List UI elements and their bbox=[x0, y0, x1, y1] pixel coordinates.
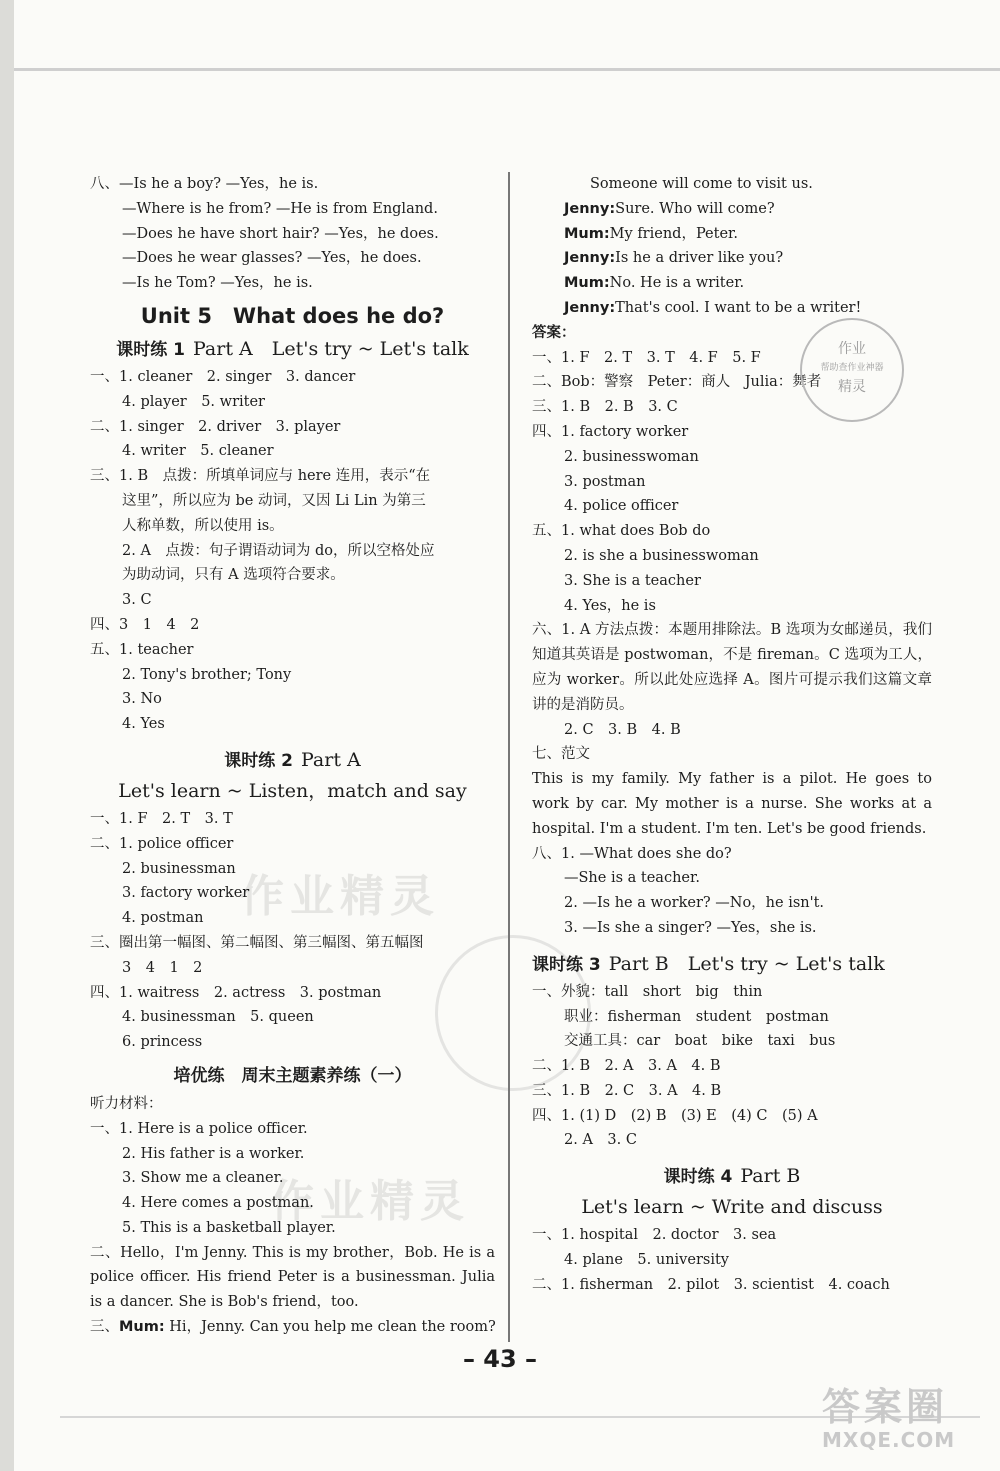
answer-line: 2. Tony's brother; Tony bbox=[122, 666, 292, 683]
lesson3-title: Part B Let's try ~ Let's talk bbox=[608, 952, 885, 975]
dialogue-start bbox=[90, 1315, 495, 1340]
answer-line: 2. is she a businesswoman bbox=[564, 547, 759, 564]
listening-passage: 二、Hello，I'm Jenny. This is my brother，Bob. He is a police officer. His friend Peter is a businessman. Julia is a dancer. She is Bob's friend，too. bbox=[90, 1244, 495, 1311]
lesson2-title: Part A bbox=[301, 748, 361, 771]
answer-line: 二、Bob：警察 Peter：商人 Julia：舞者 bbox=[532, 374, 822, 391]
stamp-line1: 作业 bbox=[838, 341, 866, 357]
answer-line: 一、1. F 2. T 3. T 4. F 5. F bbox=[532, 349, 761, 366]
watermark-top: 作业精灵 bbox=[240, 871, 440, 922]
dialogue-line bbox=[532, 222, 932, 247]
dialogue-text: Someone will come to visit us. bbox=[590, 176, 813, 192]
answers-label: 答案： bbox=[532, 324, 576, 341]
speaker: Jenny: bbox=[564, 200, 616, 217]
essay-label: 七、范文 bbox=[532, 746, 590, 763]
q3-prefix: 三、 bbox=[90, 1319, 119, 1336]
answer-line: —She is a teacher. bbox=[564, 870, 700, 887]
answer-line: 三、圈出第一幅图、第二幅图、第三幅图、第五幅图 bbox=[90, 934, 424, 951]
listening-label: 听力材料： bbox=[90, 1095, 163, 1112]
answer-line: 一、外貌：tall short big thin bbox=[532, 983, 763, 1000]
answer-line: 人称单数，所以使用 is。 bbox=[122, 517, 284, 534]
answer-line: 二、1. police officer bbox=[90, 835, 234, 852]
speaker: Jenny: bbox=[564, 250, 616, 267]
stamp-line2: 帮助查作业神器 bbox=[820, 363, 884, 373]
answer-line: 4. plane 5. university bbox=[564, 1252, 729, 1269]
answer-line: 这里”，所以应为 be 动词，又因 Li Lin 为第三 bbox=[122, 492, 426, 509]
lesson3-heading bbox=[532, 949, 932, 980]
site-watermark-title: 答案圈 bbox=[822, 1385, 949, 1429]
answer-line: 五、1. teacher bbox=[90, 641, 194, 658]
answer-line: 五、1. what does Bob do bbox=[532, 523, 711, 540]
answer-line: 四、1. (1) D (2) B (3) E (4) C (5) A bbox=[532, 1107, 818, 1124]
answer-line: 3. postman bbox=[564, 473, 646, 490]
answer-line: 3. —Is she a singer? —Yes，she is. bbox=[564, 919, 817, 936]
lesson4-subtitle: Let's learn ~ Write and discuss bbox=[581, 1196, 883, 1219]
dialogue-line bbox=[532, 197, 932, 222]
answer-line: 2. —Is he a worker? —No，he isn't. bbox=[564, 895, 825, 912]
answer-line: 5. This is a basketball player. bbox=[122, 1219, 336, 1236]
answer-line: 四、1. factory worker bbox=[532, 423, 689, 440]
speaker: Mum: bbox=[564, 225, 610, 242]
dialogue-line bbox=[532, 296, 932, 321]
watermark-bottom: 作业精灵 bbox=[270, 1176, 470, 1227]
lesson1-label: 课时练 1 bbox=[116, 339, 185, 360]
speaker: Mum: bbox=[564, 275, 610, 292]
answer-line: 3. Show me a cleaner. bbox=[122, 1170, 284, 1187]
lesson4-title: Part B bbox=[740, 1165, 801, 1188]
q6-explanation: 六、1. A 方法点拨：本题用排除法。B 选项为女邮递员，我们知道其英语是 postwoman，不是 fireman。C 选项为工人，应为 worker。所以此处应选择 A。图片可提示我们这篇文章讲的是消防员。 bbox=[532, 622, 932, 713]
answer-line: 4. Yes bbox=[122, 716, 165, 733]
model-essay: This is my family. My father is a pilot. He goes to work by car. My mother is a nurse. She works at a hospital. I'm a student. I'm ten. Let's be good friends. bbox=[532, 771, 932, 837]
answer-line: 3 4 1 2 bbox=[122, 959, 203, 976]
answer-line: 2. A 点拨：句子谓语动词为 do，所以空格处应 bbox=[122, 542, 435, 559]
answer-line: 三、1. B 2. C 3. A 4. B bbox=[532, 1082, 722, 1099]
stamp-line3: 精灵 bbox=[838, 379, 866, 395]
answer-line: 2. A 3. C bbox=[564, 1132, 637, 1149]
answer-line: 职业：fisherman student postman bbox=[564, 1008, 829, 1025]
answer-line: 4. businessman 5. queen bbox=[122, 1009, 314, 1026]
column-divider bbox=[508, 172, 510, 1342]
answer-line: 4. player 5. writer bbox=[122, 393, 265, 410]
left-q8-line: —Where is he from? —He is from England. bbox=[122, 200, 438, 217]
lesson1-title: Part A Let's try ~ Let's talk bbox=[192, 337, 469, 360]
answer-line: 四、3 1 4 2 bbox=[90, 616, 200, 633]
answer-line: 一、1. F 2. T 3. T bbox=[90, 810, 233, 827]
answer-line: 三、1. B 2. B 3. C bbox=[532, 399, 678, 416]
answer-line: 4. Here comes a postman. bbox=[122, 1195, 314, 1212]
top-rule bbox=[14, 68, 1000, 71]
site-watermark-url: MXQE.COM bbox=[822, 1428, 956, 1452]
answer-line: 一、1. hospital 2. doctor 3. sea bbox=[532, 1227, 777, 1244]
dialogue-text: Hi，Jenny. Can you help me clean the room? bbox=[164, 1319, 496, 1336]
lesson2-heading bbox=[90, 745, 495, 776]
answer-line: 2. His father is a worker. bbox=[122, 1145, 305, 1162]
answer-line: 2. C 3. B 4. B bbox=[564, 721, 681, 738]
answer-line: 4. writer 5. cleaner bbox=[122, 443, 274, 460]
weekend-title: 培优练 周末主题素养练（一） bbox=[173, 1065, 412, 1086]
dialogue-text: Sure. Who will come? bbox=[615, 200, 775, 217]
speaker: Jenny: bbox=[564, 299, 616, 316]
answer-line: 3. factory worker bbox=[122, 885, 250, 902]
speaker-mum: Mum: bbox=[119, 1319, 165, 1336]
dialogue-line bbox=[532, 246, 932, 271]
lesson4-heading bbox=[532, 1161, 932, 1192]
dialogue-text: Is he a driver like you? bbox=[615, 250, 784, 267]
dialogue-text: That's cool. I want to be a writer! bbox=[615, 299, 862, 316]
lesson4-label: 课时练 4 bbox=[663, 1167, 733, 1188]
dialogue-line bbox=[532, 172, 932, 197]
lesson2-subtitle: Let's learn ~ Listen，match and say bbox=[118, 779, 467, 802]
answer-line: 2. businesswoman bbox=[564, 448, 699, 465]
site-watermark bbox=[822, 1385, 955, 1451]
answer-line: 2. businessman bbox=[122, 860, 236, 877]
answer-line: 4. police officer bbox=[564, 498, 679, 515]
left-column bbox=[90, 172, 495, 1340]
unit-title: Unit 5 What does he do? bbox=[140, 303, 445, 328]
dialogue-text: My friend，Peter. bbox=[609, 225, 738, 242]
page-edge bbox=[0, 0, 14, 1471]
dialogue-line bbox=[532, 271, 932, 296]
lesson2-label: 课时练 2 bbox=[224, 750, 293, 771]
answer-line: 一、1. cleaner 2. singer 3. dancer bbox=[90, 368, 356, 385]
answer-line: 3. C bbox=[122, 592, 152, 609]
answer-line: 4. postman bbox=[122, 910, 204, 927]
page-number: – 43 – bbox=[462, 1345, 538, 1373]
answer-line: 3. No bbox=[122, 691, 162, 708]
answer-line: 二、1. singer 2. driver 3. player bbox=[90, 418, 341, 435]
dialogue-text: No. He is a writer. bbox=[609, 275, 745, 292]
answer-line: 4. Yes，he is bbox=[564, 597, 656, 614]
lesson3-label: 课时练 3 bbox=[532, 954, 601, 975]
answer-line: 3. She is a teacher bbox=[564, 572, 701, 589]
left-q8-line: 八、—Is he a boy? —Yes，he is. bbox=[90, 176, 319, 192]
answer-line: 二、1. B 2. A 3. A 4. B bbox=[532, 1058, 721, 1075]
left-q8-line: —Does he wear glasses? —Yes，he does. bbox=[122, 250, 422, 267]
answer-line: 为助动词，只有 A 选项符合要求。 bbox=[122, 567, 345, 584]
homework-stamp bbox=[800, 318, 904, 422]
answer-line: 二、1. fisherman 2. pilot 3. scientist 4. coach bbox=[532, 1276, 890, 1293]
answer-line: 6. princess bbox=[122, 1034, 203, 1051]
answer-line: 一、1. Here is a police officer. bbox=[90, 1120, 308, 1137]
answer-line: 交通工具：car boat bike taxi bus bbox=[564, 1033, 836, 1050]
answer-line: 四、1. waitress 2. actress 3. postman bbox=[90, 984, 382, 1001]
answer-line: 八、1. —What does she do? bbox=[532, 845, 732, 862]
answer-line: 三、1. B 点拨：所填单词应与 here 连用，表示“在 bbox=[90, 468, 431, 485]
left-q8-line: —Does he have short hair? —Yes，he does. bbox=[122, 225, 439, 242]
lesson1-heading bbox=[90, 334, 495, 365]
left-q8-line: —Is he Tom? —Yes，he is. bbox=[122, 275, 313, 292]
